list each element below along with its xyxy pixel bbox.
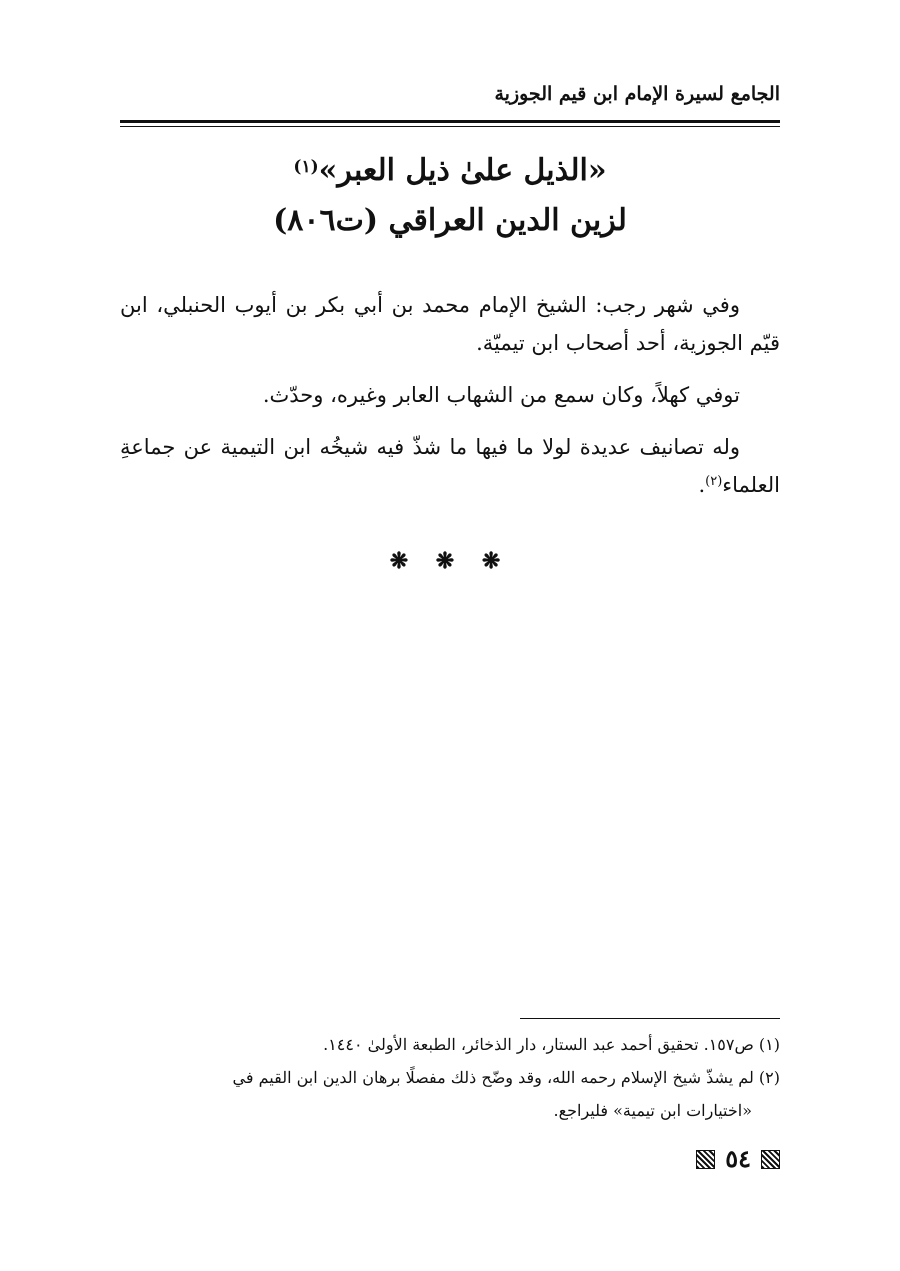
running-head: الجامع لسيرة الإمام ابن قيم الجوزية xyxy=(494,83,780,105)
header-rule-thick xyxy=(120,120,780,123)
footnote-2-continuation: «اختيارات ابن تيمية» فليراجع. xyxy=(553,1101,752,1120)
paragraph-1: وفي شهر رجب: الشيخ الإمام محمد بن أبي بكر بن أيوب الحنبلي، ابن قيّم الجوزية، أحد أصحاب ابن تيميّة. xyxy=(120,293,780,355)
title-footnote-ref: (١) xyxy=(293,157,319,177)
body-text xyxy=(120,286,780,518)
title-line-1 xyxy=(120,146,780,196)
paragraph-3-text: وله تصانيف عديدة لولا ما فيها ما شذّ فيه شيخُه ابن التيمية عن جماعةِ العلماء xyxy=(120,435,780,497)
paragraph-3-end: . xyxy=(698,473,706,497)
section-title xyxy=(120,146,780,246)
ornament-right-icon xyxy=(761,1150,780,1169)
title-line-1-text: «الذيل علىٰ ذيل العبر» xyxy=(318,153,607,188)
section-separator: ❋ ❋ ❋ xyxy=(389,548,511,574)
paragraph-2: توفي كهلاً، وكان سمع من الشهاب العابر وغيره، وحدّث. xyxy=(262,383,740,407)
title-line-2: لزين الدين العراقي (ت٨٠٦) xyxy=(273,203,627,238)
page-number-block xyxy=(696,1142,780,1176)
footnote-rule xyxy=(520,1018,780,1019)
footnote-2: (٢) لم يشذّ شيخ الإسلام رحمه الله، وقد وضّح ذلك مفصلًا برهان الدين ابن القيم في xyxy=(232,1068,780,1087)
page-number: ٥٤ xyxy=(725,1144,751,1173)
ornament-left-icon xyxy=(696,1150,715,1169)
paragraph-3-footnote-ref: (٢) xyxy=(705,474,723,489)
header-rule-thin xyxy=(120,126,780,127)
footnote-1: (١) ص١٥٧. تحقيق أحمد عبد الستار، دار الذخائر، الطبعة الأولىٰ ١٤٤٠. xyxy=(323,1035,780,1054)
footnotes xyxy=(120,1028,780,1127)
paragraph-3 xyxy=(120,428,780,504)
